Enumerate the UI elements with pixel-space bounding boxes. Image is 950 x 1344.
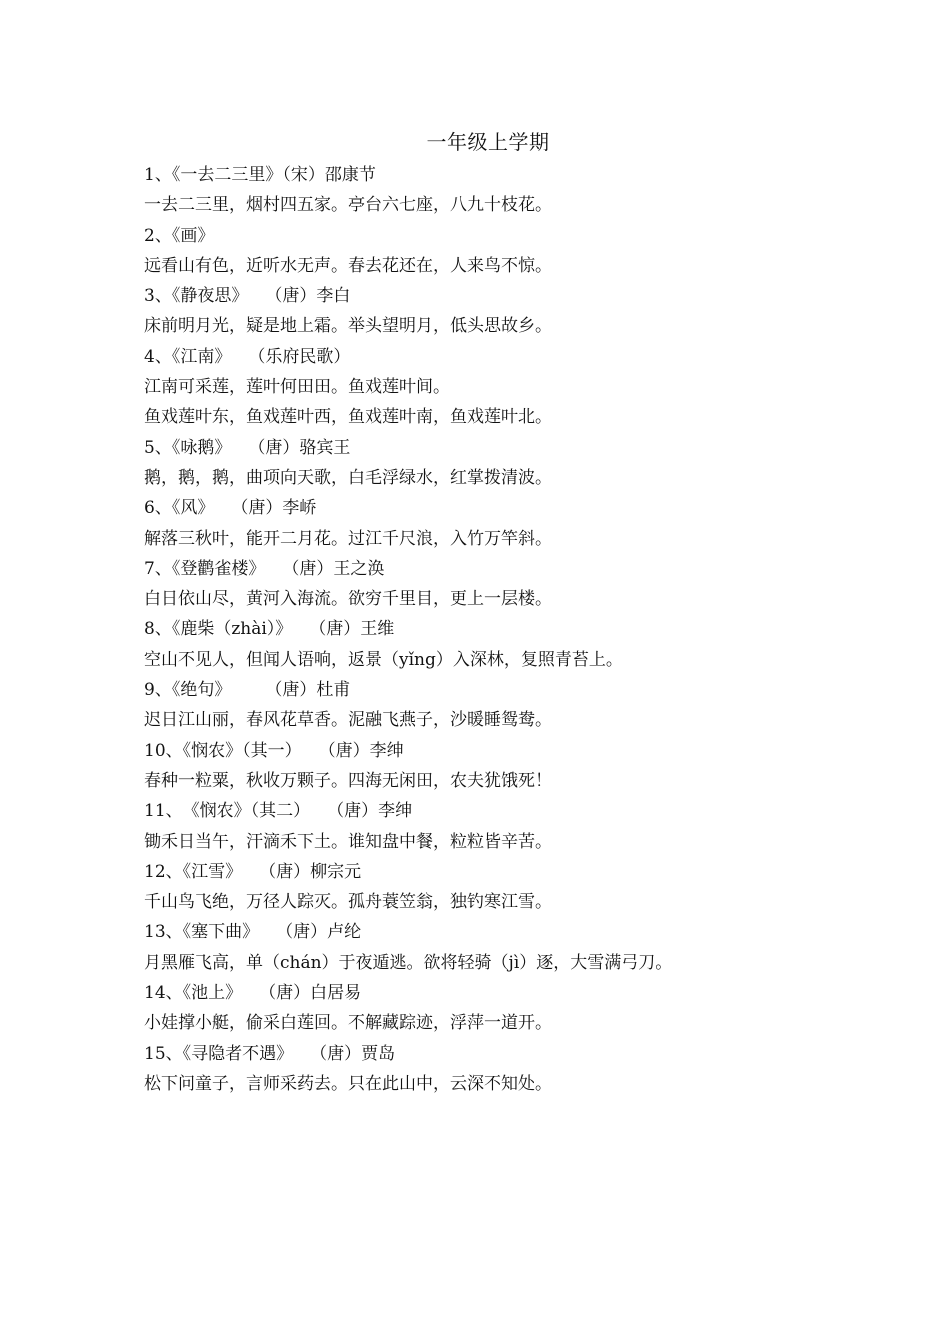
text-line: 解落三秋叶，能开二月花。过江千尺浪，入竹万竿斜。 [144, 528, 552, 549]
text-line: 鹅，鹅，鹅，曲项向天歌，白毛浮绿水，红掌拨清波。 [144, 467, 552, 488]
text-line: 空山不见人，但闻人语响，返景（yǐng）入深林，复照青苔上。 [144, 649, 623, 670]
text-line: 12、《江雪》 （唐）柳宗元 [144, 861, 362, 882]
text-line: 床前明月光，疑是地上霜。举头望明月，低头思故乡。 [144, 316, 552, 337]
text-line: 一去二三里，烟村四五家。亭台六七座，八九十枝花。 [144, 195, 552, 216]
text-line: 9、《绝句》 （唐）杜甫 [144, 680, 351, 701]
text-line: 迟日江山丽，春风花草香。泥融飞燕子，沙暖睡鸳鸯。 [144, 710, 552, 731]
text-line: 小娃撑小艇，偷采白莲回。不解藏踪迹，浮萍一道开。 [144, 1013, 552, 1034]
page-title: 一年级上学期 [426, 130, 550, 154]
text-line: 1、《一去二三里》（宋）邵康节 [144, 165, 376, 185]
text-line: 3、《静夜思》 （唐）李白 [144, 286, 351, 307]
text-line: 5、《咏鹅》 （唐）骆宾王 [144, 437, 351, 458]
text-line: 2、《画》 [144, 225, 215, 246]
text-line: 4、《江南》 （乐府民歌） [144, 346, 351, 367]
text-line: 13、《塞下曲》 （唐）卢纶 [144, 922, 362, 943]
text-line: 14、《池上》 （唐）白居易 [144, 983, 362, 1004]
text-line: 11、 《悯农》（其二） （唐）李绅 [144, 801, 413, 822]
text-line: 春种一粒粟，秋收万颗子。四海无闲田，农夫犹饿死！ [144, 770, 552, 791]
text-line: 15、《寻隐者不遇》 （唐）贾岛 [144, 1043, 396, 1064]
text-line: 月黑雁飞高，单（chán）于夜遁逃。欲将轻骑（jì）逐，大雪满弓刀。 [144, 952, 673, 973]
text-line: 千山鸟飞绝，万径人踪灭。孤舟蓑笠翁，独钓寒江雪。 [144, 892, 552, 913]
text-line: 锄禾日当午，汗滴禾下土。谁知盘中餐，粒粒皆辛苦。 [144, 831, 552, 852]
text-line: 鱼戏莲叶东，鱼戏莲叶西，鱼戏莲叶南，鱼戏莲叶北。 [144, 407, 552, 428]
text-line: 远看山有色，近听水无声。春去花还在，人来鸟不惊。 [144, 255, 552, 276]
text-line: 白日依山尽，黄河入海流。欲穷千里目，更上一层楼。 [144, 589, 552, 610]
text-line: 8、《鹿柴（zhài）》 （唐）王维 [144, 619, 395, 640]
text-line: 7、《登鹳雀楼》 （唐）王之涣 [144, 558, 385, 579]
text-line: 江南可采莲，莲叶何田田。鱼戏莲叶间。 [144, 377, 450, 398]
text-line: 10、《悯农》（其一） （唐）李绅 [144, 740, 404, 761]
poem-list [144, 160, 924, 1099]
text-line: 6、《风》 （唐）李峤 [144, 498, 317, 519]
text-line: 松下问童子，言师采药去。只在此山中，云深不知处。 [144, 1073, 552, 1094]
